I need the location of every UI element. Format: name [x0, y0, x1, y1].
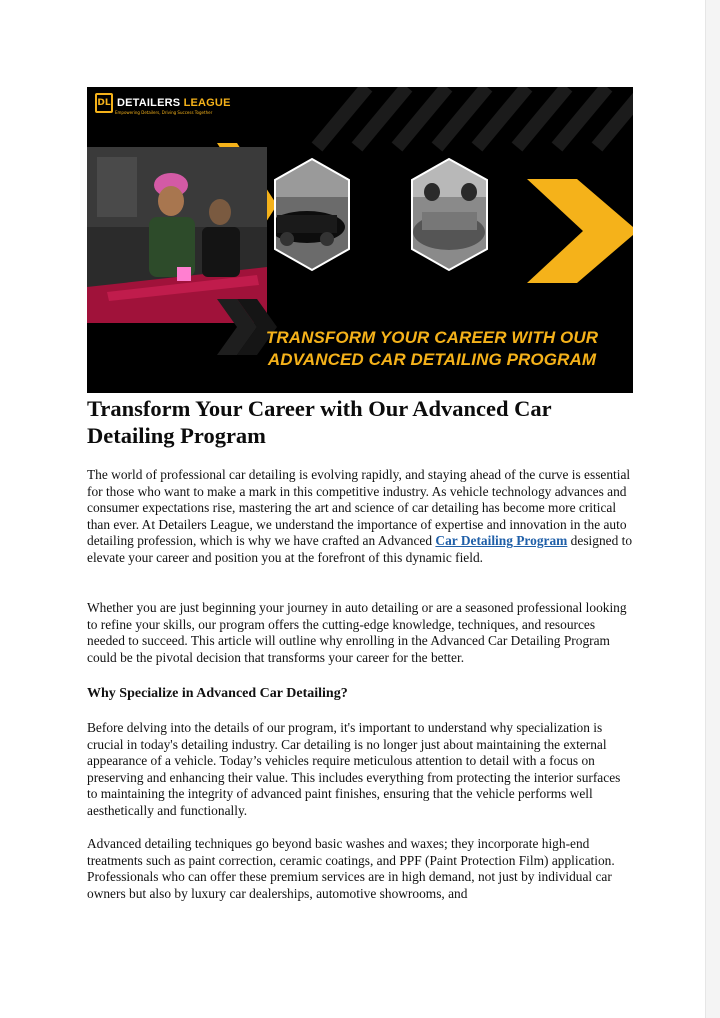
diagonal-pattern [317, 87, 633, 147]
car-detailing-program-link[interactable]: Car Detailing Program [435, 533, 568, 549]
article-title: Transform Your Career with Our Advanced Car Detailing Program [87, 396, 552, 448]
logo-tagline: Empowering Detailers, Driving Success Together [115, 110, 213, 115]
banner-headline: TRANSFORM YOUR CAREER WITH OUR ADVANCED CAR DETAILING PROGRAM [265, 328, 599, 369]
logo-text-part1: DETAILERS [117, 97, 184, 109]
right-arrow-icon [527, 179, 633, 283]
paragraph-advanced-techniques: Advanced detailing techniques go beyond basic washes and waxes; they incorporate high-end treatments such as paint correction, ceramic coatings, and PPF (Paint Protection Film) application. Professionals who can offer these premium services are in high demand, not just by individual car owners but also by luxury car dealerships, automotive showrooms, and [87, 836, 615, 901]
paragraph-specialization: Before delving into the details of our program, it's important to understand why specialization is crucial in today's detailing industry. Car detailing is no longer just about maintaining the external appearance of a vehicle. Today’s vehicles require meticulous attention to detail with a focus on preserving and enhancing their value. This includes everything from protecting the interior surfaces to maintaining the integrity of advanced paint finishes, ensuring that the vehicle performs well aesthetically and functionally. [87, 720, 621, 818]
hero-banner [87, 87, 633, 393]
scrollbar-track[interactable] [705, 0, 720, 1018]
logo-text-part2: LEAGUE [183, 97, 231, 109]
section-heading-why-specialize: Why Specialize in Advanced Car Detailing? [87, 686, 348, 701]
logo-mark-icon: DL [95, 93, 113, 113]
paragraph-intro-text-b: designed to elevate your career and position you at the forefront of this dynamic field. [87, 533, 633, 565]
detailers-photo [87, 147, 267, 323]
paragraph-intro [87, 467, 633, 567]
paragraph-intro-text-a: The world of professional car detailing is evolving rapidly, and staying ahead of the curve is essential for those who want to make a mark in this competitive industry. As vehicle technology advances and consumer expectations rise, mastering the art and science of car detailing has become more critical than ever. At Detailers League, we understand the importance of expertise and innovation in the auto detailing profession, which is why we have crafted an Advanced [87, 467, 631, 549]
black-car-photo [267, 157, 357, 277]
paragraph-overview: Whether you are just beginning your journey in auto detailing or are a seasoned professional looking to refine your skills, our program offers the cutting-edge knowledge, techniques, and resources needed to succeed. This article will outline why enrolling in the Advanced Car Detailing Program could be the pivotal decision that transforms your career for the better. [87, 600, 627, 665]
